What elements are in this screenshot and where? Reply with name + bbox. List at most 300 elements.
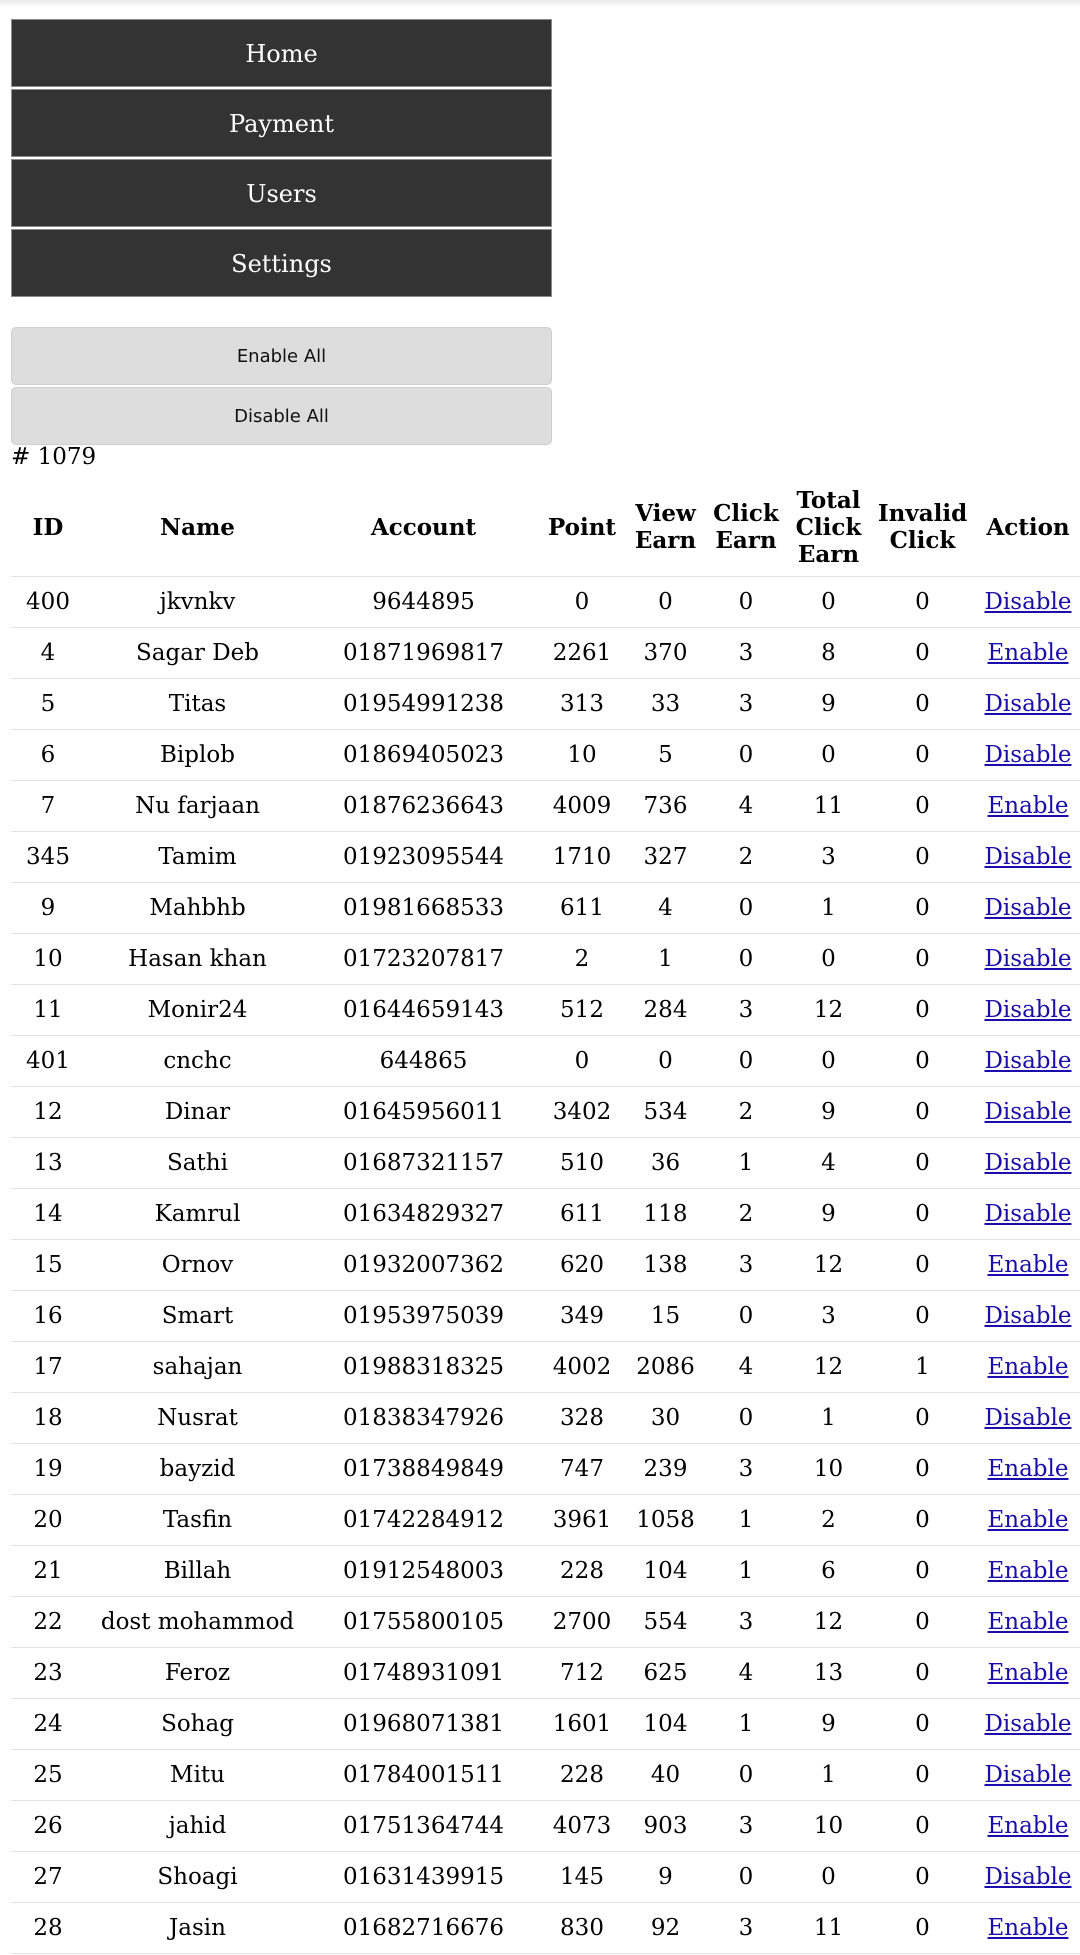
cell-view-earn: 284 bbox=[627, 985, 704, 1036]
cell-name: Sohag bbox=[85, 1699, 310, 1750]
toggle-user-link[interactable]: Disable bbox=[984, 1405, 1072, 1431]
table-row bbox=[11, 1087, 1080, 1138]
table-header-row bbox=[11, 478, 1080, 577]
cell-point: 145 bbox=[537, 1852, 627, 1903]
cell-total-click-earn: 11 bbox=[788, 1903, 869, 1954]
cell-click-earn: 3 bbox=[704, 1801, 788, 1852]
cell-point: 328 bbox=[537, 1393, 627, 1444]
nav-payment[interactable]: Payment bbox=[11, 89, 552, 157]
cell-account: 01932007362 bbox=[310, 1240, 537, 1291]
cell-id: 26 bbox=[11, 1801, 85, 1852]
cell-click-earn: 4 bbox=[704, 781, 788, 832]
cell-view-earn: 4 bbox=[627, 883, 704, 934]
cell-view-earn: 1058 bbox=[627, 1495, 704, 1546]
nav-users[interactable]: Users bbox=[11, 159, 552, 227]
table-row bbox=[11, 1546, 1080, 1597]
toggle-user-link[interactable]: Enable bbox=[987, 1558, 1069, 1584]
cell-point: 4002 bbox=[537, 1342, 627, 1393]
cell-action bbox=[976, 628, 1080, 679]
cell-click-earn: 3 bbox=[704, 679, 788, 730]
cell-click-earn: 1 bbox=[704, 1699, 788, 1750]
cell-name: Titas bbox=[85, 679, 310, 730]
cell-id: 6 bbox=[11, 730, 85, 781]
cell-action bbox=[976, 1852, 1080, 1903]
cell-invalid-click: 1 bbox=[869, 1342, 976, 1393]
cell-total-click-earn: 9 bbox=[788, 1699, 869, 1750]
cell-click-earn: 4 bbox=[704, 1648, 788, 1699]
cell-click-earn: 0 bbox=[704, 1291, 788, 1342]
cell-invalid-click: 0 bbox=[869, 1291, 976, 1342]
cell-point: 2700 bbox=[537, 1597, 627, 1648]
cell-action bbox=[976, 1903, 1080, 1954]
cell-name: Dinar bbox=[85, 1087, 310, 1138]
toggle-user-link[interactable]: Disable bbox=[984, 1864, 1072, 1890]
table-row bbox=[11, 1903, 1080, 1954]
cell-total-click-earn: 9 bbox=[788, 1087, 869, 1138]
toggle-user-link[interactable]: Disable bbox=[984, 742, 1072, 768]
cell-invalid-click: 0 bbox=[869, 1036, 976, 1087]
cell-id: 25 bbox=[11, 1750, 85, 1801]
cell-point: 611 bbox=[537, 883, 627, 934]
cell-invalid-click: 0 bbox=[869, 832, 976, 883]
cell-view-earn: 534 bbox=[627, 1087, 704, 1138]
cell-action bbox=[976, 1801, 1080, 1852]
table-row bbox=[11, 1189, 1080, 1240]
toggle-user-link[interactable]: Disable bbox=[984, 691, 1072, 717]
cell-point: 512 bbox=[537, 985, 627, 1036]
cell-click-earn: 0 bbox=[704, 1393, 788, 1444]
cell-action bbox=[976, 1342, 1080, 1393]
cell-click-earn: 0 bbox=[704, 883, 788, 934]
toggle-user-link[interactable]: Disable bbox=[984, 589, 1072, 615]
cell-total-click-earn: 12 bbox=[788, 985, 869, 1036]
enable-all-button[interactable]: Enable All bbox=[11, 327, 552, 385]
cell-total-click-earn: 0 bbox=[788, 577, 869, 628]
toggle-user-link[interactable]: Disable bbox=[984, 946, 1072, 972]
cell-view-earn: 138 bbox=[627, 1240, 704, 1291]
col-account-header: Account bbox=[310, 478, 537, 577]
cell-click-earn: 3 bbox=[704, 1240, 788, 1291]
cell-invalid-click: 0 bbox=[869, 1393, 976, 1444]
cell-view-earn: 239 bbox=[627, 1444, 704, 1495]
col-invalid-click-header: Invalid Click bbox=[869, 478, 976, 577]
cell-name: bayzid bbox=[85, 1444, 310, 1495]
nav-settings[interactable]: Settings bbox=[11, 229, 552, 297]
cell-action bbox=[976, 1546, 1080, 1597]
cell-account: 01645956011 bbox=[310, 1087, 537, 1138]
table-row bbox=[11, 934, 1080, 985]
cell-point: 3961 bbox=[537, 1495, 627, 1546]
cell-id: 10 bbox=[11, 934, 85, 985]
cell-invalid-click: 0 bbox=[869, 985, 976, 1036]
cell-account: 01723207817 bbox=[310, 934, 537, 985]
cell-point: 0 bbox=[537, 1036, 627, 1087]
cell-account: 01644659143 bbox=[310, 985, 537, 1036]
col-action-header: Action bbox=[976, 478, 1080, 577]
cell-action bbox=[976, 1393, 1080, 1444]
table-row bbox=[11, 1036, 1080, 1087]
cell-click-earn: 2 bbox=[704, 832, 788, 883]
col-id-header: ID bbox=[11, 478, 85, 577]
toggle-user-link[interactable]: Enable bbox=[987, 640, 1069, 666]
cell-invalid-click: 0 bbox=[869, 1750, 976, 1801]
table-row bbox=[11, 781, 1080, 832]
cell-id: 4 bbox=[11, 628, 85, 679]
bulk-actions bbox=[11, 327, 552, 447]
cell-name: Biplob bbox=[85, 730, 310, 781]
cell-invalid-click: 0 bbox=[869, 1495, 976, 1546]
cell-id: 17 bbox=[11, 1342, 85, 1393]
cell-name: Sagar Deb bbox=[85, 628, 310, 679]
cell-account: 644865 bbox=[310, 1036, 537, 1087]
cell-id: 400 bbox=[11, 577, 85, 628]
cell-view-earn: 554 bbox=[627, 1597, 704, 1648]
toggle-user-link[interactable]: Disable bbox=[984, 1303, 1072, 1329]
table-row bbox=[11, 1393, 1080, 1444]
cell-click-earn: 1 bbox=[704, 1138, 788, 1189]
cell-id: 21 bbox=[11, 1546, 85, 1597]
cell-view-earn: 625 bbox=[627, 1648, 704, 1699]
table-row bbox=[11, 1495, 1080, 1546]
cell-click-earn: 3 bbox=[704, 628, 788, 679]
cell-click-earn: 2 bbox=[704, 1087, 788, 1138]
cell-total-click-earn: 12 bbox=[788, 1342, 869, 1393]
cell-id: 19 bbox=[11, 1444, 85, 1495]
cell-invalid-click: 0 bbox=[869, 1597, 976, 1648]
cell-invalid-click: 0 bbox=[869, 1648, 976, 1699]
cell-point: 611 bbox=[537, 1189, 627, 1240]
toggle-user-link[interactable]: Disable bbox=[984, 1711, 1072, 1737]
cell-name: dost mohammod bbox=[85, 1597, 310, 1648]
col-view-earn-header: View Earn bbox=[627, 478, 704, 577]
cell-point: 510 bbox=[537, 1138, 627, 1189]
cell-point: 1601 bbox=[537, 1699, 627, 1750]
cell-name: cnchc bbox=[85, 1036, 310, 1087]
cell-name: Tasfin bbox=[85, 1495, 310, 1546]
cell-name: Smart bbox=[85, 1291, 310, 1342]
cell-id: 13 bbox=[11, 1138, 85, 1189]
cell-total-click-earn: 0 bbox=[788, 1036, 869, 1087]
cell-action bbox=[976, 730, 1080, 781]
cell-action bbox=[976, 1699, 1080, 1750]
table-row bbox=[11, 985, 1080, 1036]
cell-action bbox=[976, 1138, 1080, 1189]
cell-point: 620 bbox=[537, 1240, 627, 1291]
cell-view-earn: 1 bbox=[627, 934, 704, 985]
cell-total-click-earn: 8 bbox=[788, 628, 869, 679]
cell-account: 01968071381 bbox=[310, 1699, 537, 1750]
cell-total-click-earn: 9 bbox=[788, 679, 869, 730]
toggle-user-link[interactable]: Disable bbox=[984, 997, 1072, 1023]
toggle-user-link[interactable]: Enable bbox=[987, 1354, 1069, 1380]
cell-id: 7 bbox=[11, 781, 85, 832]
cell-click-earn: 0 bbox=[704, 1036, 788, 1087]
cell-action bbox=[976, 679, 1080, 730]
cell-name: jkvnkv bbox=[85, 577, 310, 628]
cell-name: Nusrat bbox=[85, 1393, 310, 1444]
toggle-user-link[interactable]: Disable bbox=[984, 1201, 1072, 1227]
table-row bbox=[11, 1291, 1080, 1342]
table-row bbox=[11, 1648, 1080, 1699]
cell-account: 01981668533 bbox=[310, 883, 537, 934]
cell-account: 01923095544 bbox=[310, 832, 537, 883]
toggle-user-link[interactable]: Enable bbox=[987, 1915, 1069, 1941]
cell-name: jahid bbox=[85, 1801, 310, 1852]
cell-view-earn: 15 bbox=[627, 1291, 704, 1342]
cell-total-click-earn: 9 bbox=[788, 1189, 869, 1240]
table-row bbox=[11, 628, 1080, 679]
table-row bbox=[11, 1240, 1080, 1291]
cell-invalid-click: 0 bbox=[869, 1801, 976, 1852]
cell-invalid-click: 0 bbox=[869, 1852, 976, 1903]
toggle-user-link[interactable]: Enable bbox=[987, 1507, 1069, 1533]
cell-account: 01687321157 bbox=[310, 1138, 537, 1189]
cell-point: 313 bbox=[537, 679, 627, 730]
cell-id: 28 bbox=[11, 1903, 85, 1954]
cell-id: 15 bbox=[11, 1240, 85, 1291]
cell-action bbox=[976, 934, 1080, 985]
cell-name: Jasin bbox=[85, 1903, 310, 1954]
cell-view-earn: 736 bbox=[627, 781, 704, 832]
cell-account: 01869405023 bbox=[310, 730, 537, 781]
cell-invalid-click: 0 bbox=[869, 781, 976, 832]
cell-total-click-earn: 0 bbox=[788, 730, 869, 781]
cell-view-earn: 104 bbox=[627, 1546, 704, 1597]
cell-action bbox=[976, 985, 1080, 1036]
cell-action bbox=[976, 1444, 1080, 1495]
cell-action bbox=[976, 1189, 1080, 1240]
cell-invalid-click: 0 bbox=[869, 1189, 976, 1240]
cell-total-click-earn: 1 bbox=[788, 1393, 869, 1444]
cell-view-earn: 118 bbox=[627, 1189, 704, 1240]
cell-click-earn: 0 bbox=[704, 1750, 788, 1801]
toggle-user-link[interactable]: Disable bbox=[984, 895, 1072, 921]
table-row bbox=[11, 679, 1080, 730]
cell-point: 10 bbox=[537, 730, 627, 781]
col-name-header: Name bbox=[85, 478, 310, 577]
cell-point: 2261 bbox=[537, 628, 627, 679]
cell-point: 349 bbox=[537, 1291, 627, 1342]
users-table bbox=[11, 478, 1080, 1954]
cell-click-earn: 4 bbox=[704, 1342, 788, 1393]
cell-view-earn: 903 bbox=[627, 1801, 704, 1852]
cell-id: 22 bbox=[11, 1597, 85, 1648]
cell-account: 01738849849 bbox=[310, 1444, 537, 1495]
cell-invalid-click: 0 bbox=[869, 1903, 976, 1954]
table-row bbox=[11, 1801, 1080, 1852]
cell-point: 4009 bbox=[537, 781, 627, 832]
cell-point: 2 bbox=[537, 934, 627, 985]
table-row bbox=[11, 577, 1080, 628]
cell-action bbox=[976, 1036, 1080, 1087]
cell-click-earn: 3 bbox=[704, 1903, 788, 1954]
cell-invalid-click: 0 bbox=[869, 1087, 976, 1138]
cell-id: 16 bbox=[11, 1291, 85, 1342]
cell-view-earn: 0 bbox=[627, 577, 704, 628]
cell-action bbox=[976, 1087, 1080, 1138]
cell-total-click-earn: 0 bbox=[788, 934, 869, 985]
toggle-user-link[interactable]: Enable bbox=[987, 1456, 1069, 1482]
cell-account: 01682716676 bbox=[310, 1903, 537, 1954]
cell-action bbox=[976, 1597, 1080, 1648]
cell-id: 12 bbox=[11, 1087, 85, 1138]
cell-view-earn: 2086 bbox=[627, 1342, 704, 1393]
cell-account: 01755800105 bbox=[310, 1597, 537, 1648]
cell-account: 01871969817 bbox=[310, 628, 537, 679]
col-total-click-earn-header: Total Click Earn bbox=[788, 478, 869, 577]
cell-action bbox=[976, 577, 1080, 628]
cell-point: 830 bbox=[537, 1903, 627, 1954]
cell-total-click-earn: 6 bbox=[788, 1546, 869, 1597]
toggle-user-link[interactable]: Enable bbox=[987, 1252, 1069, 1278]
cell-invalid-click: 0 bbox=[869, 1240, 976, 1291]
cell-invalid-click: 0 bbox=[869, 1444, 976, 1495]
cell-total-click-earn: 12 bbox=[788, 1240, 869, 1291]
cell-id: 345 bbox=[11, 832, 85, 883]
cell-name: Tamim bbox=[85, 832, 310, 883]
toggle-user-link[interactable]: Disable bbox=[984, 1150, 1072, 1176]
cell-click-earn: 2 bbox=[704, 1189, 788, 1240]
cell-view-earn: 40 bbox=[627, 1750, 704, 1801]
cell-view-earn: 370 bbox=[627, 628, 704, 679]
cell-total-click-earn: 11 bbox=[788, 781, 869, 832]
table-row bbox=[11, 1444, 1080, 1495]
cell-name: sahajan bbox=[85, 1342, 310, 1393]
table-body bbox=[11, 577, 1080, 1954]
toggle-user-link[interactable]: Disable bbox=[984, 844, 1072, 870]
cell-click-earn: 1 bbox=[704, 1495, 788, 1546]
col-point-header: Point bbox=[537, 478, 627, 577]
cell-view-earn: 104 bbox=[627, 1699, 704, 1750]
cell-id: 20 bbox=[11, 1495, 85, 1546]
cell-total-click-earn: 1 bbox=[788, 883, 869, 934]
table-row bbox=[11, 1138, 1080, 1189]
cell-name: Billah bbox=[85, 1546, 310, 1597]
table-row bbox=[11, 1699, 1080, 1750]
table-row bbox=[11, 883, 1080, 934]
main-nav bbox=[11, 19, 552, 299]
toggle-user-link[interactable]: Disable bbox=[984, 1762, 1072, 1788]
toggle-user-link[interactable]: Disable bbox=[984, 1048, 1072, 1074]
toggle-user-link[interactable]: Enable bbox=[987, 1609, 1069, 1635]
cell-invalid-click: 0 bbox=[869, 883, 976, 934]
table-row bbox=[11, 730, 1080, 781]
cell-account: 01988318325 bbox=[310, 1342, 537, 1393]
cell-view-earn: 5 bbox=[627, 730, 704, 781]
cell-view-earn: 0 bbox=[627, 1036, 704, 1087]
cell-account: 01751364744 bbox=[310, 1801, 537, 1852]
toggle-user-link[interactable]: Enable bbox=[987, 1660, 1069, 1686]
cell-name: Hasan khan bbox=[85, 934, 310, 985]
cell-click-earn: 0 bbox=[704, 577, 788, 628]
cell-action bbox=[976, 1495, 1080, 1546]
toggle-user-link[interactable]: Enable bbox=[987, 793, 1069, 819]
cell-account: 01953975039 bbox=[310, 1291, 537, 1342]
cell-view-earn: 36 bbox=[627, 1138, 704, 1189]
cell-point: 0 bbox=[537, 577, 627, 628]
cell-invalid-click: 0 bbox=[869, 934, 976, 985]
table-row bbox=[11, 1342, 1080, 1393]
cell-invalid-click: 0 bbox=[869, 1546, 976, 1597]
cell-point: 4073 bbox=[537, 1801, 627, 1852]
cell-name: Feroz bbox=[85, 1648, 310, 1699]
cell-name: Nu farjaan bbox=[85, 781, 310, 832]
cell-total-click-earn: 13 bbox=[788, 1648, 869, 1699]
cell-account: 01876236643 bbox=[310, 781, 537, 832]
cell-name: Kamrul bbox=[85, 1189, 310, 1240]
cell-point: 228 bbox=[537, 1750, 627, 1801]
cell-total-click-earn: 4 bbox=[788, 1138, 869, 1189]
cell-name: Mahbhb bbox=[85, 883, 310, 934]
table-row bbox=[11, 1750, 1080, 1801]
cell-total-click-earn: 2 bbox=[788, 1495, 869, 1546]
cell-action bbox=[976, 1291, 1080, 1342]
cell-point: 712 bbox=[537, 1648, 627, 1699]
cell-view-earn: 9 bbox=[627, 1852, 704, 1903]
nav-home[interactable]: Home bbox=[11, 19, 552, 87]
cell-point: 1710 bbox=[537, 832, 627, 883]
cell-action bbox=[976, 1648, 1080, 1699]
cell-invalid-click: 0 bbox=[869, 679, 976, 730]
cell-total-click-earn: 10 bbox=[788, 1444, 869, 1495]
disable-all-button[interactable]: Disable All bbox=[11, 387, 552, 445]
cell-account: 01634829327 bbox=[310, 1189, 537, 1240]
cell-id: 9 bbox=[11, 883, 85, 934]
table-row bbox=[11, 1852, 1080, 1903]
cell-invalid-click: 0 bbox=[869, 1138, 976, 1189]
user-count: # 1079 bbox=[11, 444, 97, 470]
col-click-earn-header: Click Earn bbox=[704, 478, 788, 577]
cell-id: 5 bbox=[11, 679, 85, 730]
cell-point: 228 bbox=[537, 1546, 627, 1597]
cell-invalid-click: 0 bbox=[869, 730, 976, 781]
cell-total-click-earn: 1 bbox=[788, 1750, 869, 1801]
cell-account: 9644895 bbox=[310, 577, 537, 628]
cell-click-earn: 3 bbox=[704, 985, 788, 1036]
cell-click-earn: 0 bbox=[704, 1852, 788, 1903]
cell-name: Ornov bbox=[85, 1240, 310, 1291]
cell-id: 11 bbox=[11, 985, 85, 1036]
cell-view-earn: 33 bbox=[627, 679, 704, 730]
cell-total-click-earn: 12 bbox=[788, 1597, 869, 1648]
cell-total-click-earn: 0 bbox=[788, 1852, 869, 1903]
cell-action bbox=[976, 1240, 1080, 1291]
cell-name: Mitu bbox=[85, 1750, 310, 1801]
cell-id: 18 bbox=[11, 1393, 85, 1444]
cell-account: 01912548003 bbox=[310, 1546, 537, 1597]
cell-invalid-click: 0 bbox=[869, 1699, 976, 1750]
cell-id: 27 bbox=[11, 1852, 85, 1903]
toggle-user-link[interactable]: Enable bbox=[987, 1813, 1069, 1839]
cell-id: 14 bbox=[11, 1189, 85, 1240]
cell-view-earn: 92 bbox=[627, 1903, 704, 1954]
cell-click-earn: 1 bbox=[704, 1546, 788, 1597]
cell-click-earn: 3 bbox=[704, 1444, 788, 1495]
cell-id: 24 bbox=[11, 1699, 85, 1750]
toggle-user-link[interactable]: Disable bbox=[984, 1099, 1072, 1125]
cell-point: 747 bbox=[537, 1444, 627, 1495]
cell-view-earn: 327 bbox=[627, 832, 704, 883]
cell-account: 01954991238 bbox=[310, 679, 537, 730]
cell-account: 01784001511 bbox=[310, 1750, 537, 1801]
cell-action bbox=[976, 781, 1080, 832]
cell-click-earn: 0 bbox=[704, 934, 788, 985]
cell-total-click-earn: 10 bbox=[788, 1801, 869, 1852]
cell-click-earn: 3 bbox=[704, 1597, 788, 1648]
cell-id: 401 bbox=[11, 1036, 85, 1087]
table-row bbox=[11, 832, 1080, 883]
cell-action bbox=[976, 883, 1080, 934]
